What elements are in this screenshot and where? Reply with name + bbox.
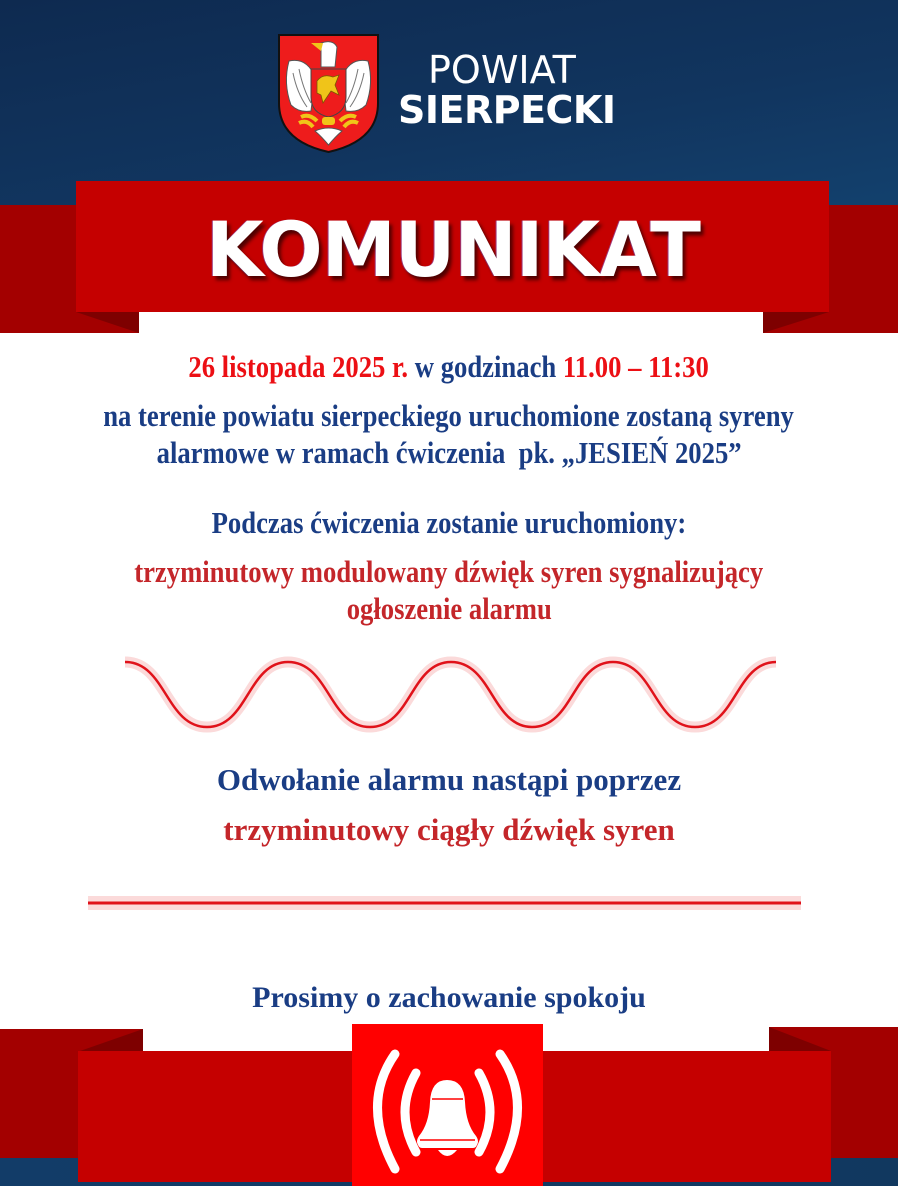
brand-name	[398, 50, 616, 130]
brand-line-sierpecki: SIERPECKI	[398, 88, 616, 132]
siren-wave-icon	[110, 645, 790, 745]
alarm-signal-line-2: ogłoszenie alarmu	[346, 591, 552, 626]
alarm-signal-description	[0, 553, 898, 627]
closing-message-text: Prosimy o zachowanie spokoju	[252, 981, 646, 1014]
brand-line-powiat: POWIAT	[428, 48, 576, 92]
bottom-ribbon-fold-right	[769, 1027, 831, 1051]
cancel-signal-text: trzyminutowy ciągły dźwięk syren	[223, 812, 675, 847]
area-description	[0, 397, 898, 471]
time-range-text: 11.00 – 11:30	[563, 349, 710, 384]
area-line-1: na terenie powiatu sierpeckiego uruchomione zostaną syreny	[103, 398, 795, 433]
continuous-tone-line-icon	[88, 896, 801, 910]
date-text: 26 listopada 2025 r.	[188, 349, 409, 384]
cancel-heading	[0, 762, 898, 798]
cancel-heading-text: Odwołanie alarmu nastąpi poprzez	[216, 762, 682, 797]
ribbon-fold-right	[763, 312, 829, 333]
alarm-signal-line-1: trzyminutowy modulowany dźwięk syren sygnalizujący	[134, 554, 764, 589]
page-title: KOMUNIKAT	[205, 205, 700, 294]
coat-of-arms-icon	[277, 33, 380, 154]
area-line-2: alarmowe w ramach ćwiczenia pk. „JESIEŃ 2025”	[156, 435, 742, 470]
title-ribbon	[76, 181, 829, 312]
cancel-signal	[0, 812, 898, 848]
content-panel-top	[139, 312, 763, 342]
closing-message	[0, 981, 898, 1015]
date-time-line	[0, 349, 898, 385]
ribbon-fold-left	[76, 312, 139, 333]
bottom-ribbon-fold-left	[80, 1029, 143, 1051]
time-connector-text: w godzinach	[408, 349, 564, 384]
during-heading-text: Podczas ćwiczenia zostanie uruchomiony:	[211, 505, 687, 540]
alarm-icon-box	[352, 1024, 543, 1186]
during-heading	[0, 505, 898, 541]
alarm-bell-icon	[352, 1024, 543, 1186]
